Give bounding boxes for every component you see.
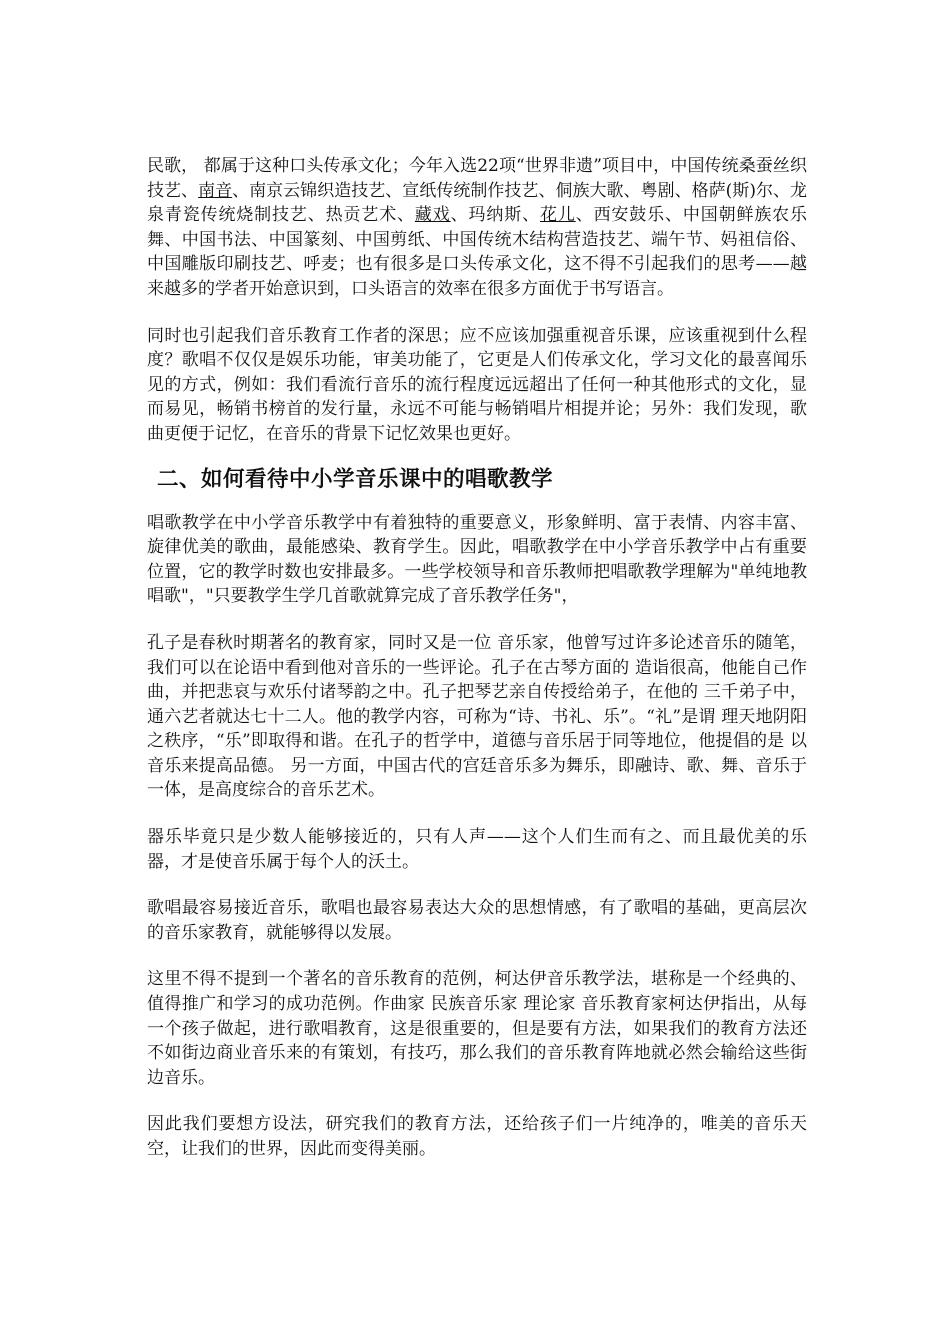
paragraph-kodaly: 这里不得不提到一个著名的音乐教育的范例，柯达伊音乐教学法，堪称是一个经典的、值得推广和学习的成功范例。作曲家 民族音乐家 理论家 音乐教育家柯达伊指出，从每一个孩子做起，进行歌唱教育，这是很重要的，但是要有方法，如果我们的教育方法还不如街边商业音乐来的有策划，有技巧，那么我们的音乐教育阵地就必然会输给这些街边音乐。 bbox=[147, 969, 807, 1088]
link-nanyin[interactable]: 南音 bbox=[198, 180, 233, 201]
paragraph-singing-emotion: 歌唱最容易接近音乐，歌唱也最容易表达大众的思想情感，有了歌唱的基础，更高层次的音乐家教育，就能够得以发展。 bbox=[147, 898, 807, 943]
paragraph-text: 民歌， 都属于这种口头传承文化；今年入选22项“世界非遗”项目中，中国传统桑蚕丝织技艺、 bbox=[147, 156, 807, 201]
paragraph-text: 、西安鼓乐、中国朝鲜族农乐舞、中国书法、中国篆刻、中国剪纸、中国传统木结构营造技艺、端午节、妈祖信俗、中国雕版印刷技艺、呼麦；也有很多是口头传承文化，这不得不引起我们的思考——越来越多的学者开始意识到，口头语言的效率在很多方面优于书写语言。 bbox=[147, 205, 808, 299]
paragraph-conclusion: 因此我们要想方设法，研究我们的教育方法，还给孩子们一片纯净的，唯美的音乐天空，让我们的世界，因此而变得美丽。 bbox=[147, 1114, 807, 1159]
section-heading: 二、如何看待中小学音乐课中的唱歌教学 bbox=[157, 466, 554, 492]
paragraph-confucius: 孔子是春秋时期著名的教育家，同时又是一位 音乐家，他曾写过许多论述音乐的随笔，我们可以在论语中看到他对音乐的一些评论。孔子在古琴方面的 造诣很高，他能自己作曲，并把悲哀与欢乐付诸琴韵之中。孔子把琴艺亲自传授给弟子，在他的 三千弟子中，通六艺者就达七十二人。他的教学内容，可称为“诗、书礼、乐”。“礼”是谓 理天地阴阳之秩序，“乐”即取得和谐。在孔子的哲学中，道德与音乐居于同等地位，他提倡的是 以音乐来提高品德。 另一方面，中国古代的宫廷音乐多为舞乐，即融诗、歌、舞、音乐于一体，是高度综合的音乐艺术。 bbox=[147, 632, 807, 801]
link-huaer[interactable]: 花儿 bbox=[539, 205, 576, 226]
paragraph-human-voice: 器乐毕竟只是少数人能够接近的，只有人声——这个人们生而有之、而且最优美的乐器，才是使音乐属于每个人的沃土。 bbox=[147, 827, 807, 872]
paragraph-text: 、玛纳斯、 bbox=[450, 205, 540, 226]
paragraph-intangible-heritage bbox=[147, 154, 807, 302]
paragraph-text: 、南京云锦织造技艺、宣纸传统制作技艺、侗族大歌、粤剧、格萨(斯)尔、龙泉青瓷传统烧制技艺、热贡艺术、 bbox=[147, 180, 808, 226]
link-zangxi[interactable]: 藏戏 bbox=[414, 205, 451, 226]
document-page bbox=[147, 154, 807, 1184]
paragraph-reflection: 同时也引起我们音乐教育工作者的深思；应不应该加强重视音乐课，应该重视到什么程度？歌唱不仅仅是娱乐功能，审美功能了，它更是人们传承文化，学习文化的最喜闻乐见的方式，例如：我们看流行音乐的流行程度远远超出了任何一种其他形式的文化，显而易见，畅销书榜首的发行量，永远不可能与畅销唱片相提并论；另外：我们发现，歌曲更便于记忆，在音乐的背景下记忆效果也更好。 bbox=[147, 325, 807, 444]
paragraph-singing-teaching: 唱歌教学在中小学音乐教学中有着独特的重要意义，形象鲜明、富于表情、内容丰富、旋律优美的歌曲，最能感染、教育学生。因此，唱歌教学在中小学音乐教学中占有重要位置，它的教学时数也安排最多。一些学校领导和音乐教师把唱歌教学理解为"单纯地教唱歌"，"只要教学生学几首歌就算完成了音乐教学任务"， bbox=[147, 512, 807, 607]
